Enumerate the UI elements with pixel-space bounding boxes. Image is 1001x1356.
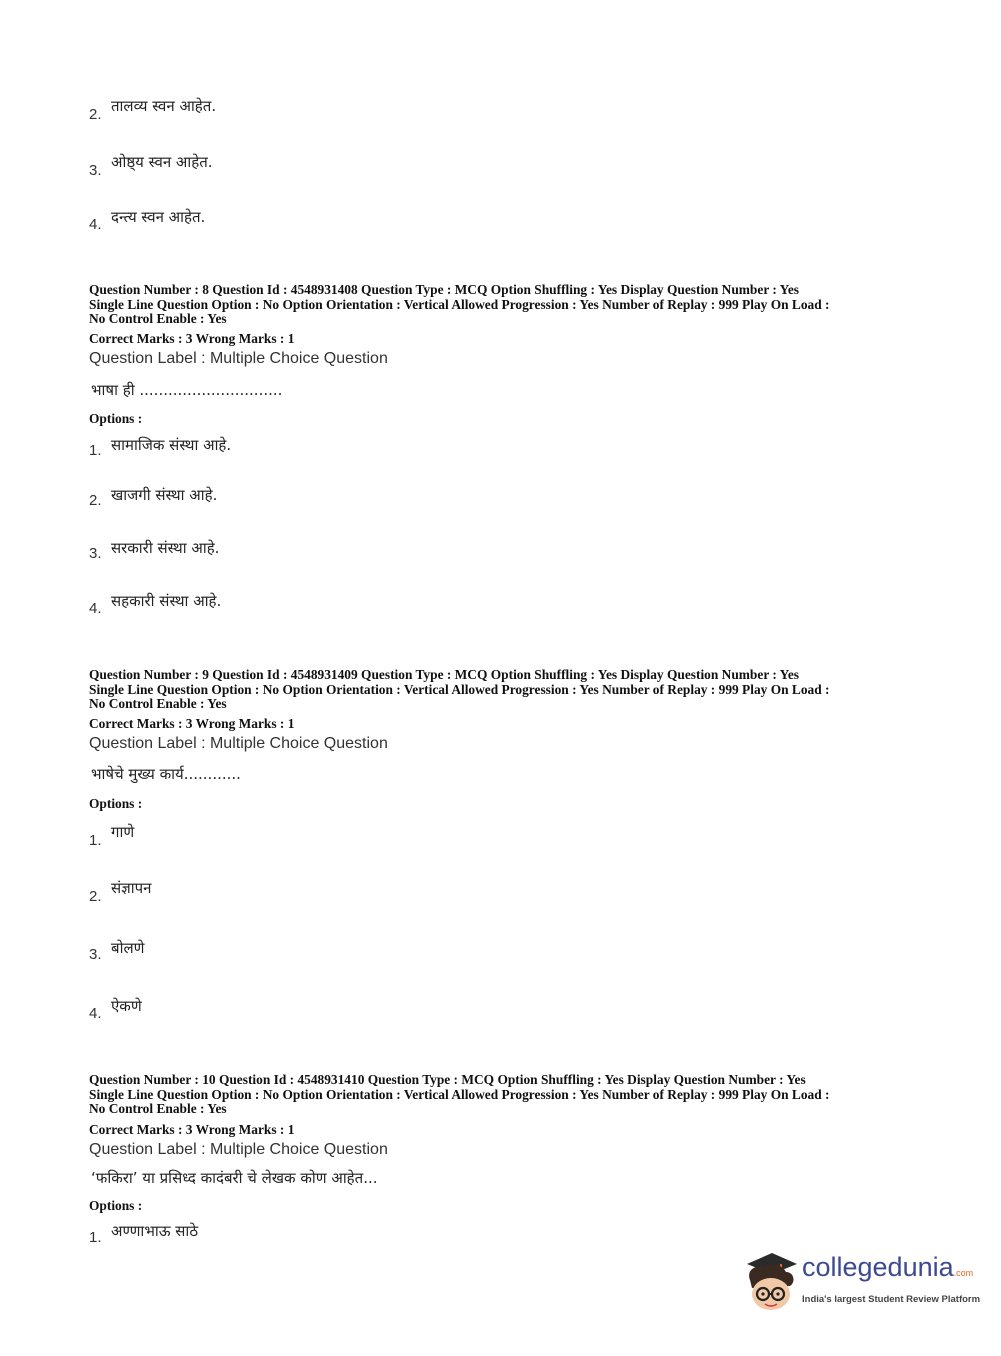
marks-info: Correct Marks : 3 Wrong Marks : 1: [89, 716, 295, 731]
option-text: संज्ञापन: [111, 879, 152, 897]
logo-tagline: India's largest Student Review Platform: [802, 1294, 981, 1305]
mascot-icon: [742, 1250, 800, 1312]
question-label: Question Label : Multiple Choice Question: [89, 1141, 388, 1158]
option-text: सरकारी संस्था आहे.: [111, 539, 220, 557]
option-number: 3.: [89, 946, 102, 963]
logo-suffix: .com: [953, 1268, 974, 1278]
option-number: 4.: [89, 1005, 102, 1022]
option-text: तालव्य स्वन आहेत.: [111, 97, 217, 115]
option-text: ओष्ठ्य स्वन आहेत.: [111, 153, 213, 171]
option-text: ऐकणे: [111, 997, 142, 1015]
marks-info: Correct Marks : 3 Wrong Marks : 1: [89, 1122, 295, 1137]
option-number: 1.: [89, 442, 102, 459]
question-label: Question Label : Multiple Choice Question: [89, 350, 388, 367]
question-meta: Question Number : 10 Question Id : 4548931410 Question Type : MCQ Option Shuffling : Yes Display Question Number : Yes Single Line Question Option : No Option Orientation : Vertical Allowed Progression : Yes Number of Replay : 999 Play On Load : No Control Enable : Yes: [89, 1072, 830, 1117]
option-number: 4.: [89, 600, 102, 617]
option-number: 3.: [89, 162, 102, 179]
option-number: 2.: [89, 492, 102, 509]
option-text: दन्त्य स्वन आहेत.: [111, 208, 206, 226]
option-number: 4.: [89, 216, 102, 233]
option-text: अण्णाभाऊ साठे: [111, 1222, 199, 1240]
option-text: खाजगी संस्था आहे.: [111, 486, 218, 504]
question-text: भाषेचे मुख्य कार्य............: [91, 765, 241, 783]
option-text: बोलणे: [111, 939, 145, 957]
question-meta: Question Number : 8 Question Id : 4548931408 Question Type : MCQ Option Shuffling : Yes Display Question Number : Yes Single Line Question Option : No Option Orientation : Vertical Allowed Progression : Yes Number of Replay : 999 Play On Load : No Control Enable : Yes: [89, 282, 830, 327]
question-text: भाषा ही ..............................: [91, 381, 283, 399]
option-text: सामाजिक संस्था आहे.: [111, 436, 232, 454]
option-number: 1.: [89, 832, 102, 849]
option-number: 2.: [89, 106, 102, 123]
marks-info: Correct Marks : 3 Wrong Marks : 1: [89, 331, 295, 346]
option-number: 2.: [89, 888, 102, 905]
option-number: 1.: [89, 1229, 102, 1246]
question-meta: Question Number : 9 Question Id : 4548931409 Question Type : MCQ Option Shuffling : Yes Display Question Number : Yes Single Line Question Option : No Option Orientation : Vertical Allowed Progression : Yes Number of Replay : 999 Play On Load : No Control Enable : Yes: [89, 667, 830, 712]
question-text: ‘फकिरा’ या प्रसिध्द कादंबरी चे लेखक कोण आहेत...: [91, 1169, 378, 1187]
option-text: गाणे: [111, 823, 135, 841]
options-heading: Options :: [89, 1198, 143, 1213]
options-heading: Options :: [89, 796, 143, 811]
option-number: 3.: [89, 545, 102, 562]
question-label: Question Label : Multiple Choice Question: [89, 735, 388, 752]
option-text: सहकारी संस्था आहे.: [111, 592, 222, 610]
options-heading: Options :: [89, 411, 143, 426]
logo-name: collegedunia: [802, 1252, 954, 1282]
collegedunia-logo: [742, 1250, 981, 1312]
